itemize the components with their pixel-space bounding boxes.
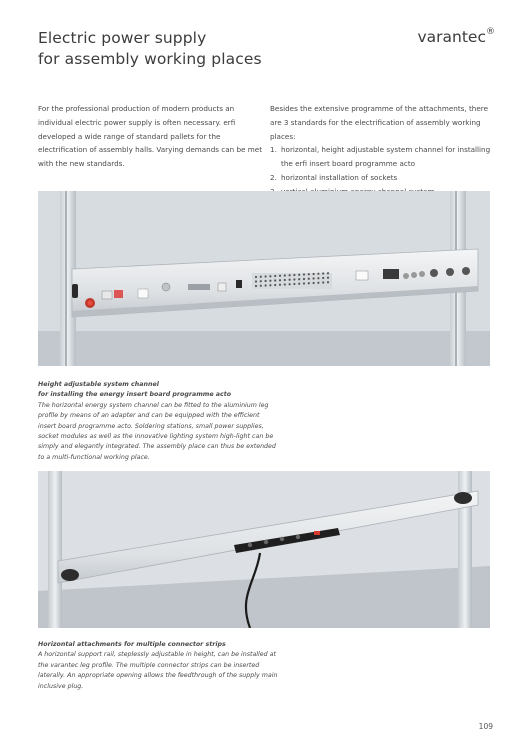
- connector-grid: [252, 272, 332, 289]
- brand-name: [417, 28, 495, 46]
- list-number: 1.: [270, 145, 277, 155]
- list-item: [270, 143, 495, 171]
- caption-connector-strips: [38, 640, 278, 692]
- caption-body: The horizontal energy system channel can be fitted to the aluminium leg profile by means of an adapter and can be equipped with the efficient insert board programme acto. Soldering stations, small power supplies, socket modules as well as the innovative lighting system high-light can be simply and elegantly integrated. The assembly place can thus be extended to a multi-functional working place.: [38, 401, 276, 461]
- brand-text: varantec: [417, 28, 486, 46]
- title-line-2: for assembly working places: [38, 50, 262, 68]
- caption-title-line-1: Height adjustable system channel: [38, 381, 159, 388]
- caption-title: Horizontal attachments for multiple connector strips: [38, 641, 226, 648]
- list-text: horizontal, height adjustable system channel for installing the erfi insert board programme acto: [281, 145, 491, 169]
- connector-strip-photo: [38, 471, 490, 628]
- list-number: 2.: [270, 172, 277, 182]
- list-text: horizontal installation of sockets: [281, 172, 398, 182]
- connector-strip-illustration: [38, 471, 490, 628]
- intro-right-paragraph: Besides the extensive programme of the attachments, there are 3 standards for the electrification of assembly working places:: [270, 104, 488, 141]
- page-number: 109: [478, 722, 493, 731]
- intro-left-paragraph: For the professional production of modern products an individual electric power supply is often necessary. erfi developed a wide range of standard pallets for the electrification of assembly halls. Varying demands can be met with the new standards.: [38, 104, 263, 169]
- system-channel-photo: [38, 191, 490, 366]
- page-title: [38, 28, 262, 70]
- caption-body: A horizontal support rail, steplessly adjustable in height, can be installed at the varantec leg profile. The multiple connector strips can be inserted laterally. An appropriate opening allows the feedthrough of the supply main inclusive plug.: [38, 651, 278, 690]
- registered-mark: ®: [486, 27, 495, 37]
- intro-right-column: [270, 102, 495, 199]
- caption-system-channel: [38, 380, 278, 463]
- system-channel-illustration: [38, 191, 490, 366]
- title-line-1: Electric power supply: [38, 29, 207, 47]
- list-item: [270, 171, 495, 185]
- caption-title-line-2: for installing the energy insert board programme acto: [38, 391, 232, 399]
